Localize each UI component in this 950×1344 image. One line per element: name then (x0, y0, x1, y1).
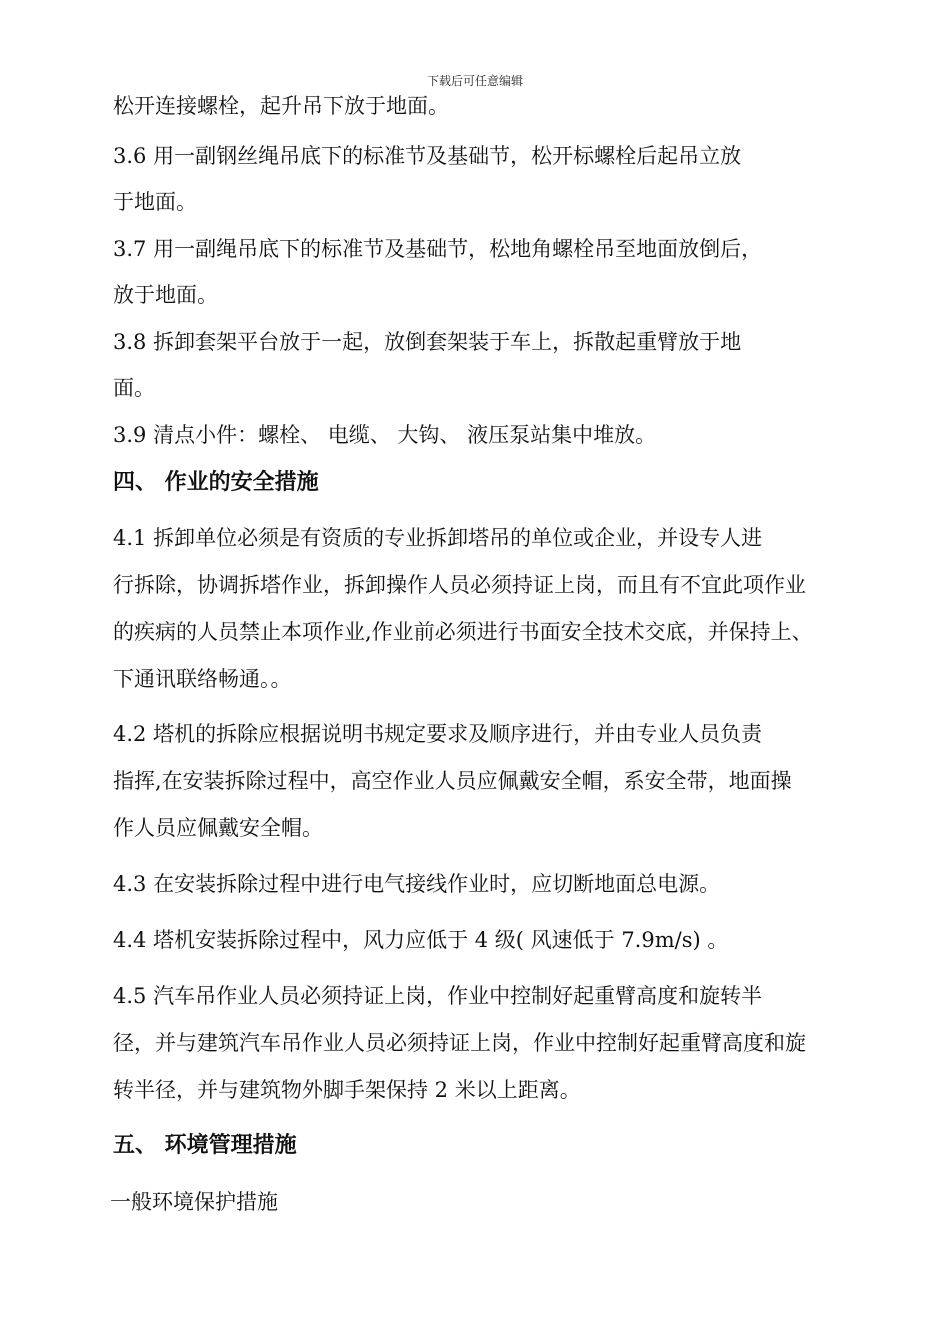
body-line: 径，并与建筑汽车吊作业人员必须持证上岗，作业中控制好起重臂高度和旋 (113, 1031, 806, 1055)
body-line: 下通讯联络畅通。。 (113, 667, 292, 691)
body-line: 松开连接螺栓，起升吊下放于地面。 (113, 94, 449, 118)
body-line: 于地面。 (113, 190, 197, 214)
section-heading-4: 四、 作业的安全措施 (113, 469, 319, 495)
body-line: 作人员应佩戴安全帽。 (113, 816, 323, 840)
section-heading-5: 五、 环境管理措施 (113, 1132, 297, 1158)
body-line: 3.6 用一副钢丝绳吊底下的标准节及基础节，松开标螺栓后起吊立放 (113, 144, 742, 168)
subheading: 一般环境保护措施 (110, 1190, 278, 1214)
body-line: 4.1 拆卸单位必须是有资质的专业拆卸塔吊的单位或企业，并设专人进 (113, 526, 763, 550)
body-line: 指挥,在安装拆除过程中，高空作业人员应佩戴安全帽，系安全带，地面操 (113, 769, 792, 793)
body-line: 3.7 用一副绳吊底下的标准节及基础节，松地角螺栓吊至地面放倒后， (113, 237, 763, 261)
page-header-note: 下载后可任意编辑 (426, 74, 523, 88)
body-line: 4.4 塔机安装拆除过程中，风力应低于 4 级( 风速低于 7.9m/s) 。 (113, 928, 729, 952)
body-line: 3.9 清点小件：螺栓、 电缆、 大钩、 液压泵站集中堆放。 (113, 423, 657, 447)
body-line: 3.8 拆卸套架平台放于一起，放倒套架装于车上，拆散起重臂放于地 (113, 330, 742, 354)
body-line: 转半径，并与建筑物外脚手架保持 2 米以上距离。 (113, 1078, 581, 1102)
body-line: 面。 (113, 376, 155, 400)
body-line: 行拆除，协调拆塔作业，拆卸操作人员必须持证上岗，而且有不宜此项作业 (113, 573, 806, 597)
body-line: 放于地面。 (113, 283, 218, 307)
body-line: 4.2 塔机的拆除应根据说明书规定要求及顺序进行，并由专业人员负责 (113, 722, 763, 746)
body-line: 4.5 汽车吊作业人员必须持证上岗，作业中控制好起重臂高度和旋转半 (113, 984, 763, 1008)
body-line: 4.3 在安装拆除过程中进行电气接线作业时，应切断地面总电源。 (113, 872, 721, 896)
body-line: 的疾病的人员禁止本项作业,作业前必须进行书面安全技术交底，并保持上、 (113, 620, 813, 644)
